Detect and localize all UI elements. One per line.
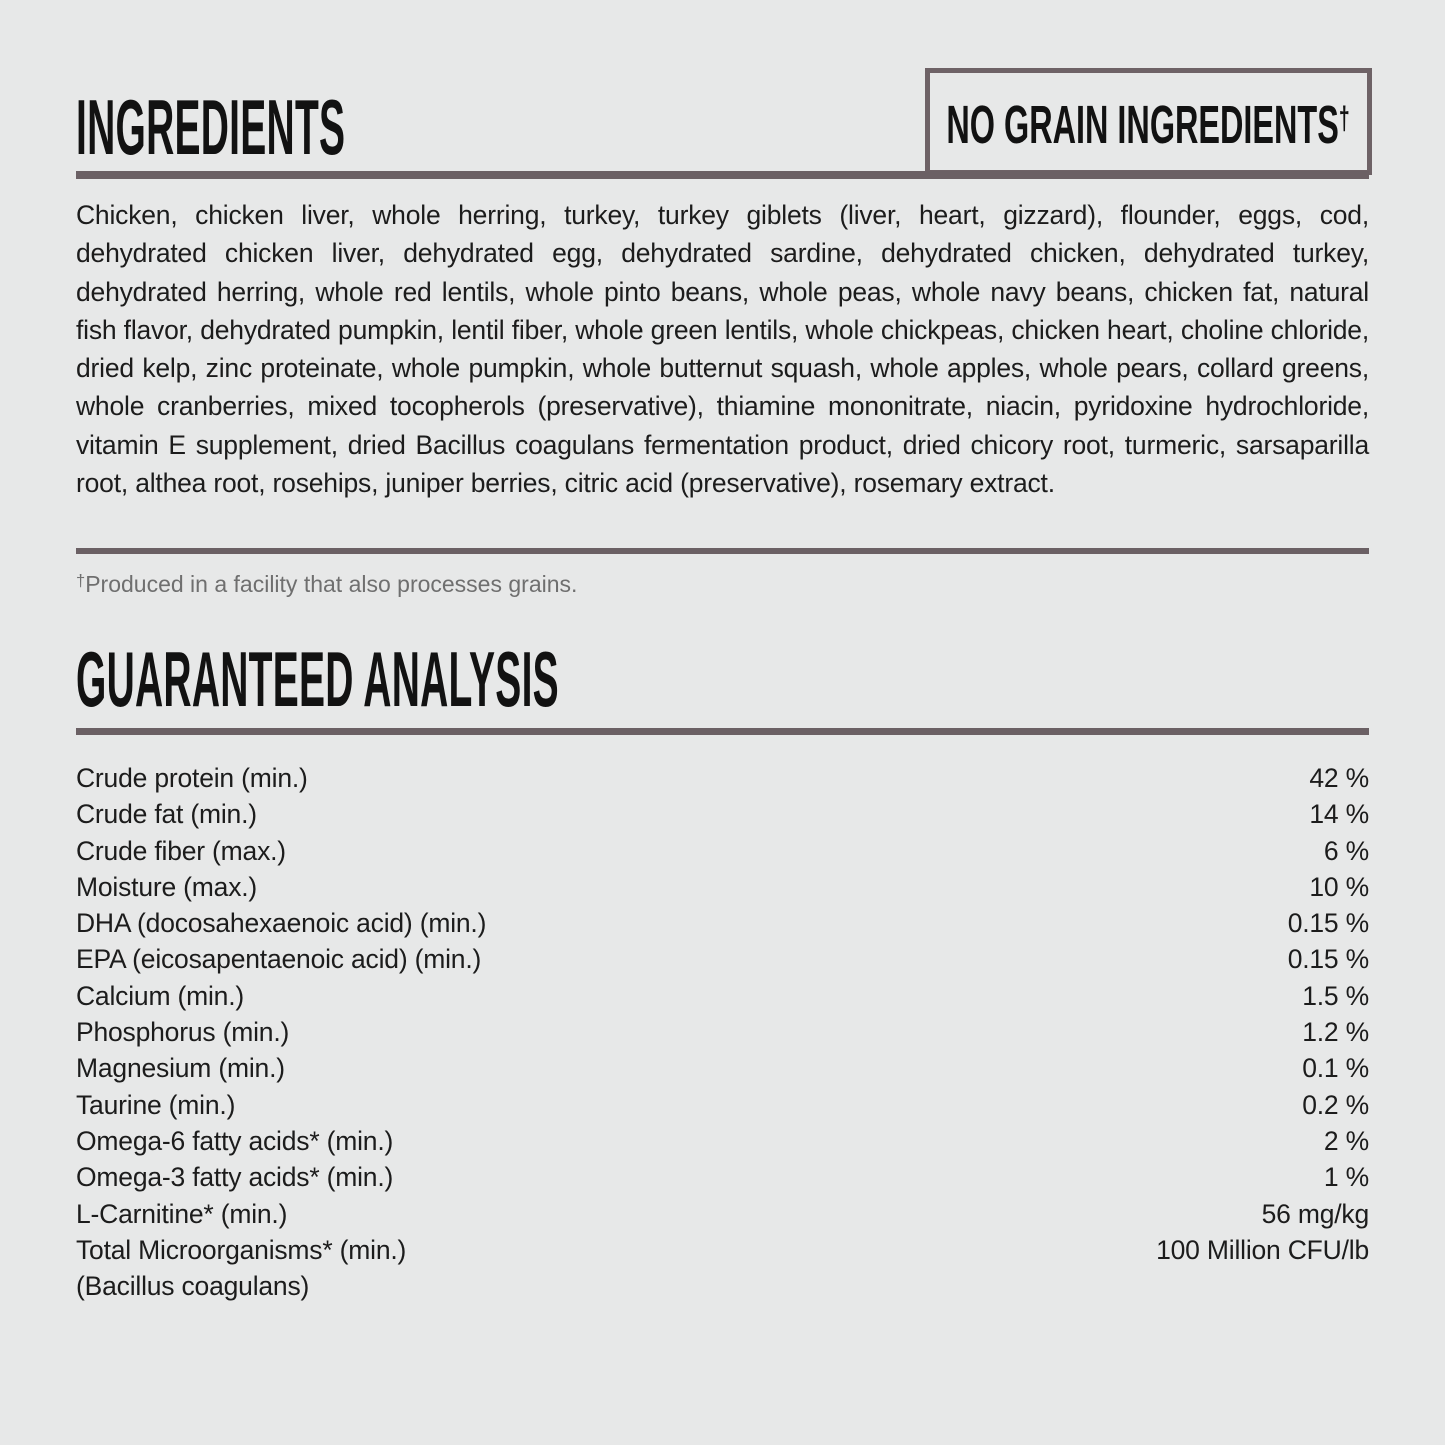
analysis-value: 0.15 % [1287, 944, 1369, 975]
grain-facility-footnote [76, 566, 577, 599]
dagger-symbol: † [1339, 100, 1351, 136]
analysis-row [76, 833, 1369, 869]
analysis-row [76, 978, 1369, 1014]
no-grain-badge-text: NO GRAIN INGREDIENTS [946, 95, 1340, 155]
analysis-row [76, 869, 1369, 905]
analysis-row [76, 941, 1369, 977]
analysis-label: Magnesium (min.) [76, 1053, 285, 1084]
analysis-label: Omega-3 fatty acids* (min.) [76, 1162, 394, 1193]
analysis-value: 1.2 % [1302, 1017, 1369, 1048]
analysis-value: 14 % [1309, 799, 1369, 830]
analysis-label: Omega-6 fatty acids* (min.) [76, 1125, 394, 1156]
analysis-row [76, 1268, 1369, 1304]
analysis-label: Taurine (min.) [76, 1089, 236, 1120]
analysis-value: 100 Million CFU/lb [1156, 1234, 1369, 1265]
analysis-row [76, 1232, 1369, 1268]
analysis-value: 1.5 % [1302, 980, 1369, 1011]
analysis-value: 10 % [1309, 871, 1369, 902]
analysis-label: Total Microorganisms* (min.) [76, 1234, 407, 1265]
analysis-label: L-Carnitine* (min.) [76, 1198, 288, 1229]
analysis-row [76, 760, 1369, 796]
analysis-value: 0.15 % [1287, 908, 1369, 939]
guaranteed-analysis-title: GUARANTEED ANALYSIS [76, 635, 559, 723]
analysis-row [76, 1123, 1369, 1159]
analysis-top-rule [76, 728, 1369, 735]
analysis-label: Crude fat (min.) [76, 799, 257, 830]
analysis-row [76, 1159, 1369, 1195]
analysis-value: 6 % [1323, 835, 1369, 866]
analysis-row [76, 1196, 1369, 1232]
analysis-label: Crude fiber (max.) [76, 835, 286, 866]
ingredients-bottom-rule [76, 548, 1369, 554]
analysis-label: DHA (docosahexaenoic acid) (min.) [76, 908, 487, 939]
analysis-label: Moisture (max.) [76, 871, 258, 902]
analysis-value: 42 % [1309, 763, 1369, 793]
dagger-symbol: † [76, 571, 86, 590]
guaranteed-analysis-table [76, 760, 1369, 1304]
no-grain-badge [925, 68, 1372, 175]
analysis-row [76, 905, 1369, 941]
analysis-label: EPA (eicosapentaenoic acid) (min.) [76, 944, 482, 975]
analysis-label: (Bacillus coagulans) [76, 1271, 310, 1302]
analysis-value: 1 % [1323, 1162, 1369, 1193]
analysis-row [76, 1087, 1369, 1123]
footnote-text: Produced in a facility that also processes grains. [85, 571, 578, 597]
no-grain-badge-label [946, 91, 1351, 155]
ingredients-top-rule [76, 171, 1369, 179]
analysis-row [76, 1050, 1369, 1086]
ingredients-section-title: INGREDIENTS [76, 83, 346, 171]
analysis-value: 0.2 % [1302, 1089, 1369, 1120]
ingredients-paragraph: Chicken, chicken liver, whole herring, turkey, turkey giblets (liver, heart, gizzard), flounder, eggs, cod, dehydrated chicken liver, dehydrated egg, dehydrated sardine, dehydrated chicken, dehydrated turkey, dehydrated herring, whole red lentils, whole pinto beans, whole peas, whole navy beans, chicken fat, natural fish flavor, dehydrated pumpkin, lentil fiber, whole green lentils, whole chickpeas, chicken heart, choline chloride, dried kelp, zinc proteinate, whole pumpkin, whole butternut squash, whole apples, whole pears, collard greens, whole cranberries, mixed tocopherols (preservative), thiamine mononitrate, niacin, pyridoxine hydrochloride, vitamin E supplement, dried Bacillus coagulans fermentation product, dried chicory root, turmeric, sarsaparilla root, althea root, rosehips, juniper berries, citric acid (preservative), rosemary extract. [76, 200, 1369, 499]
analysis-label: Calcium (min.) [76, 980, 244, 1011]
analysis-value: 56 mg/kg [1261, 1198, 1369, 1229]
analysis-row [76, 796, 1369, 832]
analysis-label: Crude protein (min.) [76, 763, 308, 793]
analysis-label: Phosphorus (min.) [76, 1017, 290, 1048]
analysis-row [76, 1014, 1369, 1050]
analysis-value: 0.1 % [1302, 1053, 1369, 1084]
analysis-value: 2 % [1323, 1125, 1369, 1156]
